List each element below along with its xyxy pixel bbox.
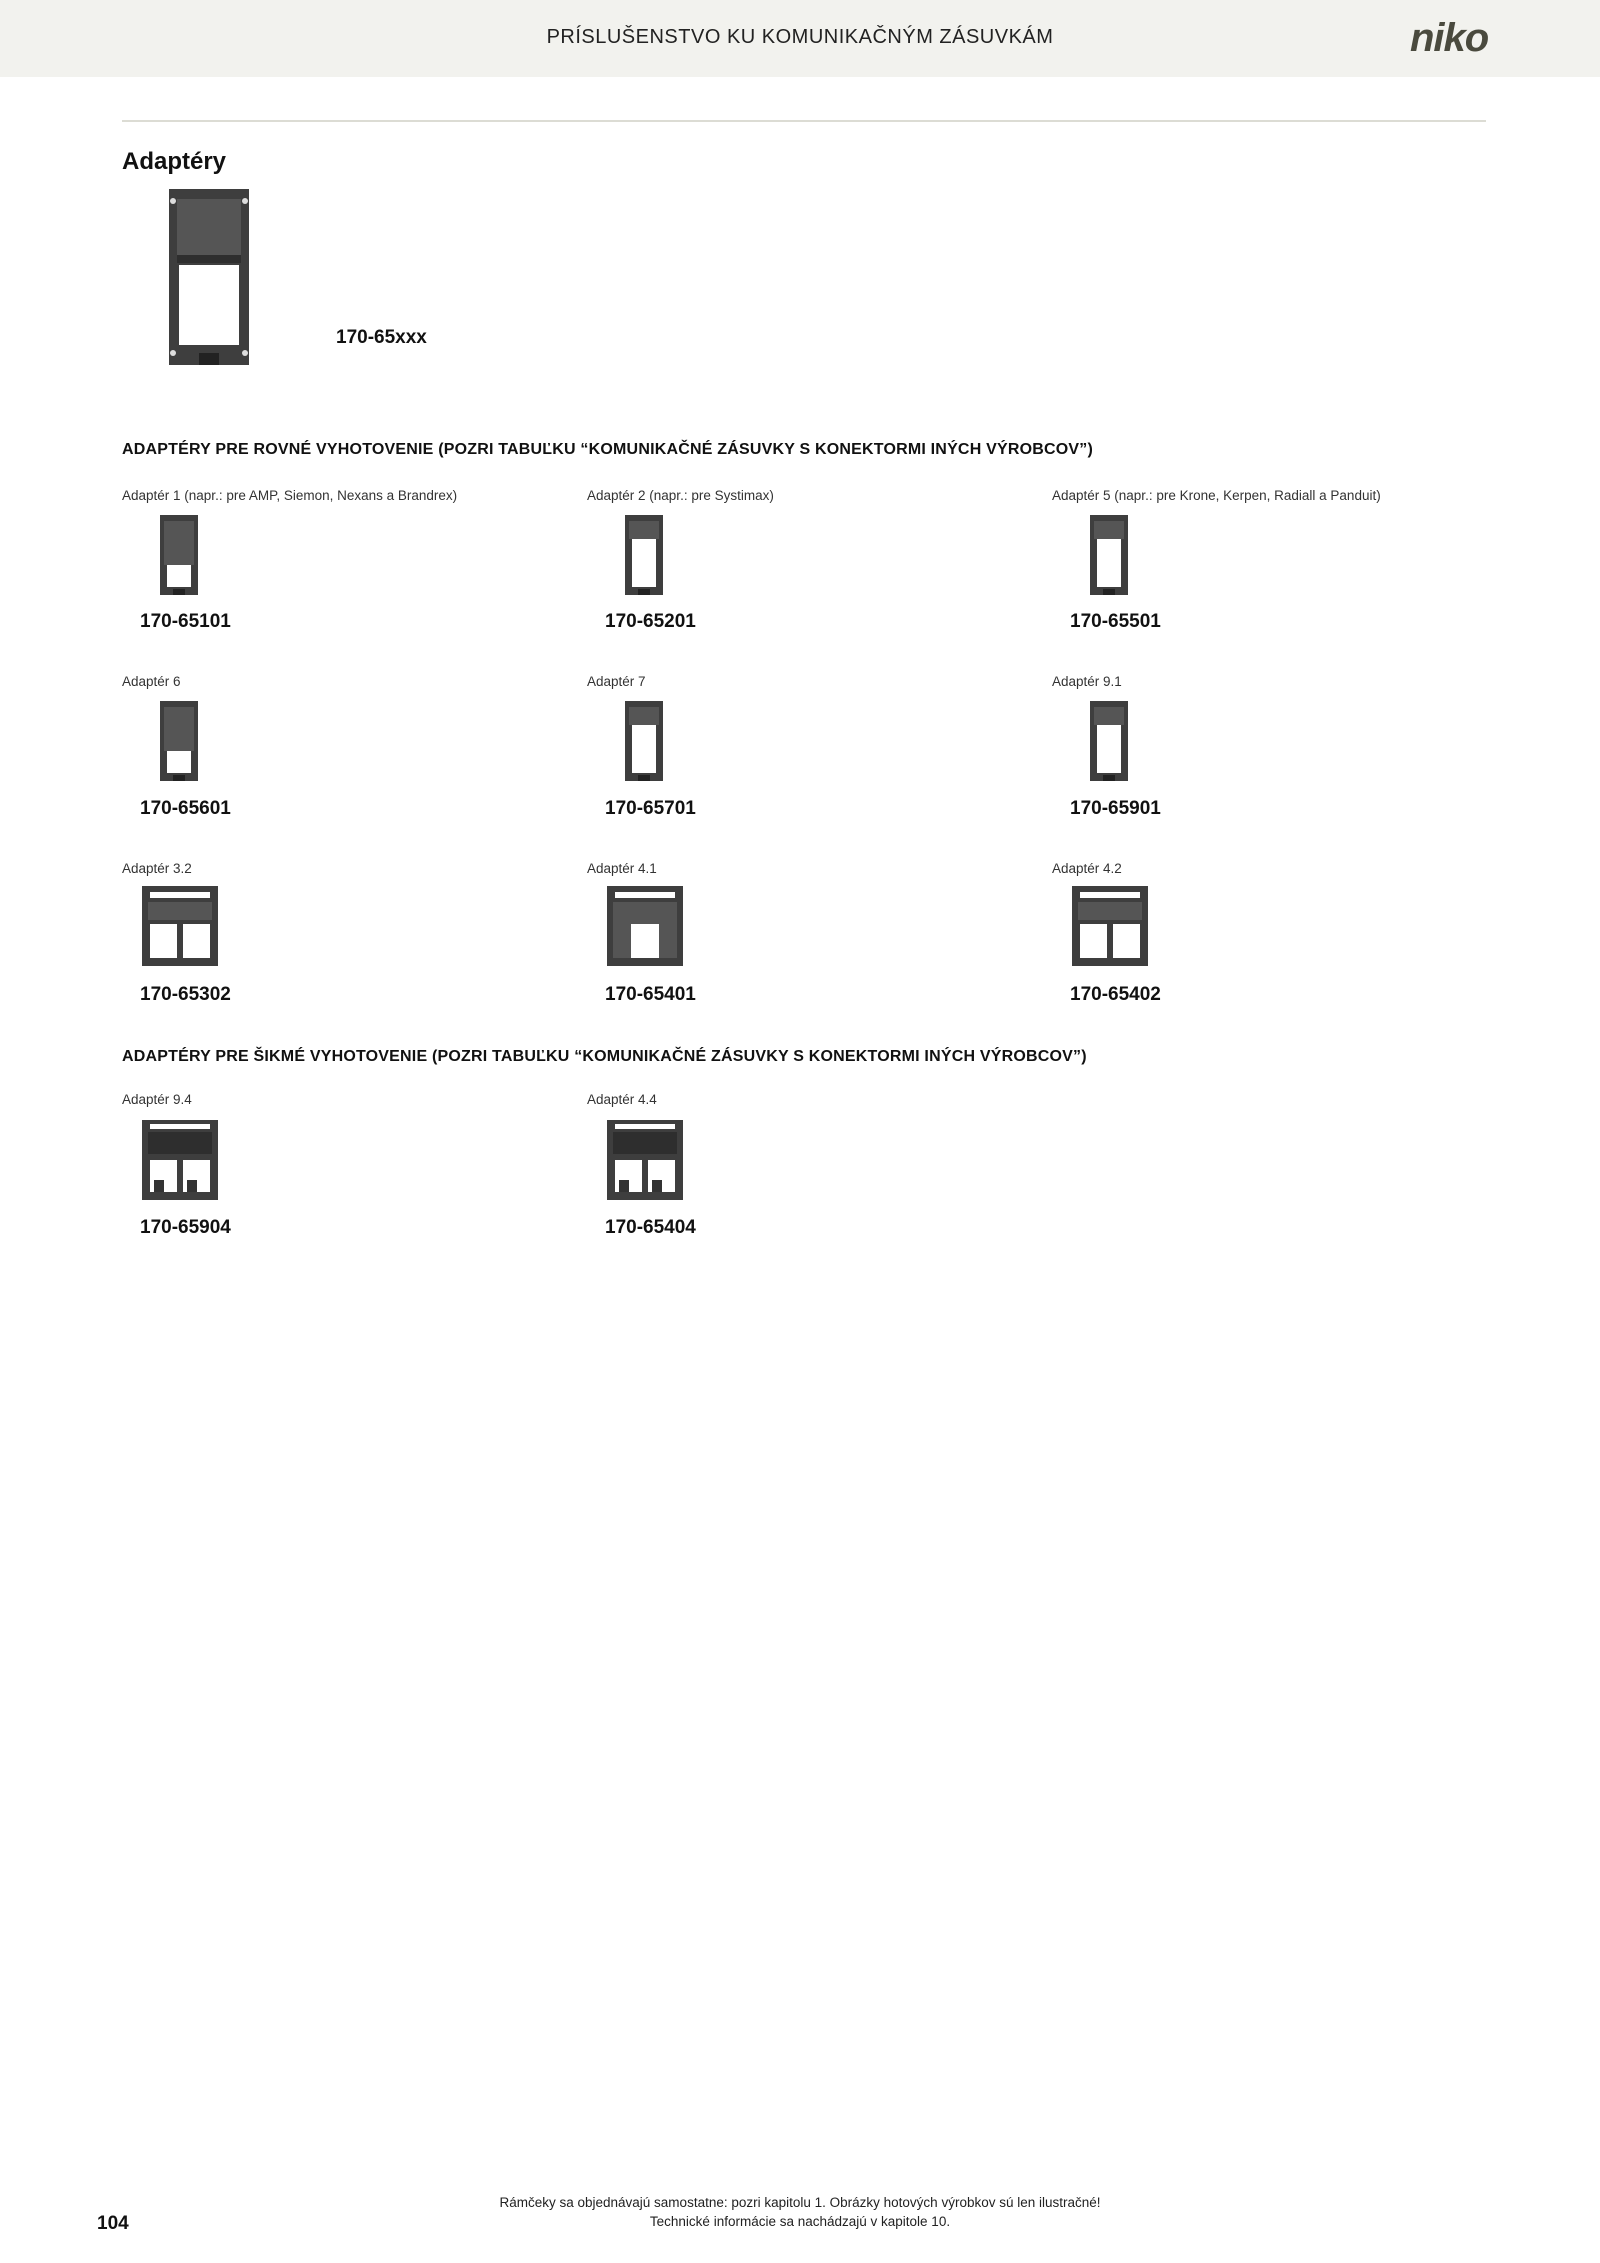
product-code: 170-65401 [605,984,696,1005]
adapter-narrow-icon [159,701,199,786]
product-code: 170-65101 [140,611,231,632]
adapter-double-icon [1070,886,1150,971]
adapter-caption: Adaptér 4.1 [587,861,657,876]
adapter-narrow-icon [1089,701,1129,786]
adapter-caption: Adaptér 2 (napr.: pre Systimax) [587,488,774,503]
divider [122,120,1486,122]
adapter-narrow-icon [159,515,199,600]
adapter-caption: Adaptér 1 (napr.: pre AMP, Siemon, Nexans a Brandrex) [122,488,458,503]
adapter-angled-icon [605,1120,685,1205]
section-heading: ADAPTÉRY PRE ŠIKMÉ VYHOTOVENIE (POZRI TABUĽKU “KOMUNIKAČNÉ ZÁSUVKY S KONEKTORMI INÝCH VÝROBCOV”) [122,1048,1087,1065]
adapter-caption: Adaptér 3.2 [122,861,192,876]
product-code: 170-65402 [1070,984,1161,1005]
overview-code: 170-65xxx [336,327,427,348]
adapter-double-icon [140,886,220,971]
adapter-caption: Adaptér 4.2 [1052,861,1122,876]
adapter-caption: Adaptér 7 [587,674,646,689]
page-title: Adaptéry [122,148,227,175]
product-code: 170-65601 [140,798,231,819]
section-heading: ADAPTÉRY PRE ROVNÉ VYHOTOVENIE (POZRI TABUĽKU “KOMUNIKAČNÉ ZÁSUVKY S KONEKTORMI INÝCH VÝROBCOV”) [122,441,1093,458]
adapter-narrow-icon [624,701,664,786]
product-code: 170-65302 [140,984,231,1005]
page-header [0,0,1600,77]
niko-logo: niko [1410,16,1489,60]
footer-note: Rámčeky sa objednávajú samostatne: pozri kapitolu 1. Obrázky hotových výrobkov sú len ilustračné! [499,2195,1101,2210]
adapter-caption: Adaptér 4.4 [587,1092,657,1107]
adapter-caption: Adaptér 5 (napr.: pre Krone, Kerpen, Radiall a Panduit) [1052,488,1381,503]
product-code: 170-65701 [605,798,696,819]
product-code: 170-65201 [605,611,696,632]
adapter-narrow-icon [624,515,664,600]
page-number: 104 [97,2213,129,2234]
footer-note-technical: Technické informácie sa nachádzajú v kapitole 10. [649,2214,951,2229]
product-code: 170-65404 [605,1217,696,1238]
product-code: 170-65904 [140,1217,231,1238]
adapter-angled-icon [140,1120,220,1205]
adapter-caption: Adaptér 9.1 [1052,674,1122,689]
product-code: 170-65901 [1070,798,1161,819]
header-title: PRÍSLUŠENSTVO KU KOMUNIKAČNÝM ZÁSUVKÁM [546,26,1054,48]
adapter-overview-icon [167,189,251,365]
adapter-single-wide-icon [605,886,685,971]
adapter-caption: Adaptér 6 [122,674,181,689]
adapter-narrow-icon [1089,515,1129,600]
adapter-caption: Adaptér 9.4 [122,1092,192,1107]
product-code: 170-65501 [1070,611,1161,632]
